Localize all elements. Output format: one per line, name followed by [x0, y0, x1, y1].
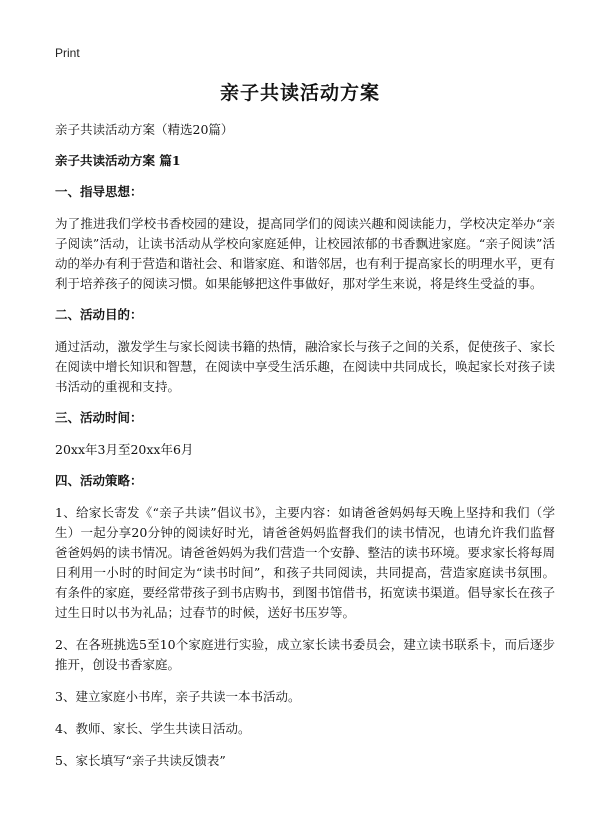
document-body — [55, 120, 555, 783]
section-heading-guiding-ideology: 一、指导思想： — [55, 184, 143, 199]
strategy-item-5: 5、家长填写“亲子共读反馈表” — [55, 753, 226, 768]
strategy-item-3: 3、建立家庭小书库，亲子共读一本书活动。 — [55, 689, 301, 704]
page-title: 亲子共读活动方案 — [219, 82, 380, 104]
strategy-item-4: 4、教师、家长、学生共读日活动。 — [55, 721, 251, 736]
paragraph-time: 20xx年3月至20xx年6月 — [55, 442, 194, 457]
article-title: 亲子共读活动方案 篇1 — [55, 153, 181, 168]
paragraph-purpose: 通过活动，激发学生与家长阅读书籍的热情，融洽家长与孩子之间的关系，促使孩子、家长在阅读中增长知识和智慧，在阅读中享受生活乐趣，在阅读中共同成长，唤起家长对孩子读书活动的重视和支持。 — [55, 339, 556, 394]
section-heading-purpose: 二、活动目的： — [55, 307, 143, 322]
section-heading-strategy: 四、活动策略： — [55, 473, 143, 488]
print-button[interactable]: Print — [55, 46, 80, 60]
strategy-item-2: 2、在各班挑选5至10个家庭进行实验，成立家长读书委员会，建立读书联系卡，而后逐步推开，创设书香家庭。 — [55, 637, 555, 672]
paragraph-guiding-ideology: 为了推进我们学校书香校园的建设，提高同学们的阅读兴趣和阅读能力，学校决定举办“亲子阅读”活动，让读书活动从学校向家庭延伸，让校园浓郁的书香飘进家庭。“亲子阅读”活动的举办有利于营造和谐社会、和谐家庭、和谐邻居，也有利于提高家长的明理水平，更有利于培养孩子的阅读习惯。如果能够把这件事做好，那对学生来说，将是终生受益的事。 — [55, 216, 556, 291]
strategy-item-1: 1、给家长寄发《“亲子共读”倡议书》，主要内容：如请爸爸妈妈每天晚上坚持和我们（学生）一起分享20分钟的阅读好时光，请爸爸妈妈监督我们的读书情况，也请允许我们监督爸爸妈妈的读书情况。请爸爸妈妈为我们营造一个安静、整洁的读书环境。要求家长将每周日利用一小时的时间定为“读书时间”，和孩子共同阅读，共同提高，营造家庭读书氛围。有条件的家庭，要经常带孩子到书店购书，到图书馆借书，拓宽读书渠道。倡导家长在孩子过生日时以书为礼品；过春节的时候，送好书压岁等。 — [55, 505, 556, 620]
document-subtitle: 亲子共读活动方案（精选20篇） — [55, 122, 234, 137]
section-heading-time: 三、活动时间： — [55, 410, 143, 425]
